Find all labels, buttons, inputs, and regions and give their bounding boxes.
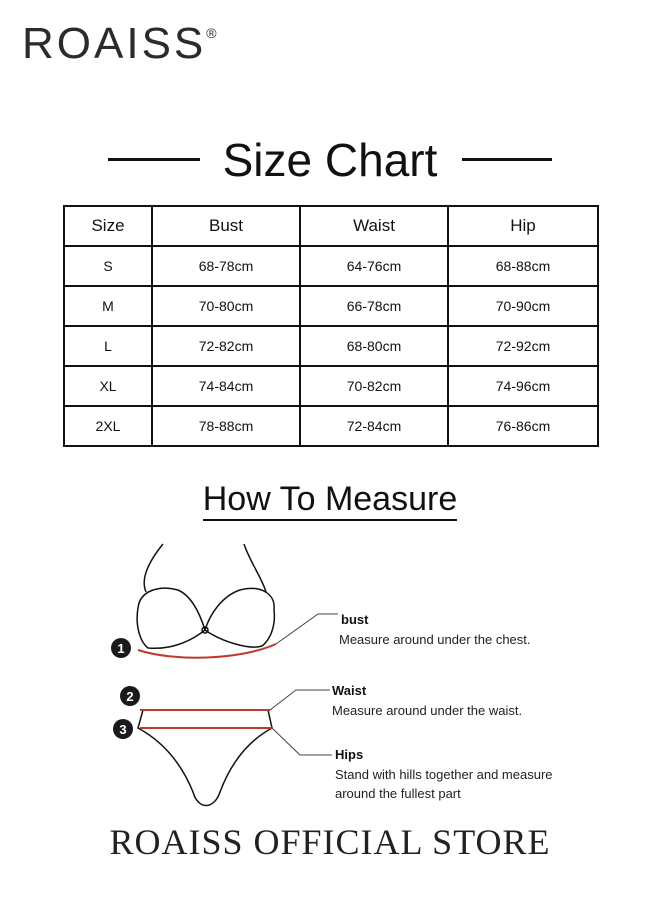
marker-1-label: 1 [117, 641, 125, 656]
cell-waist: 70-82cm [300, 366, 448, 406]
brand-logo [22, 19, 217, 68]
table-row [64, 246, 598, 286]
cell-waist: 66-78cm [300, 286, 448, 326]
table-row [64, 406, 598, 446]
cell-bust: 68-78cm [152, 246, 300, 286]
marker-1 [111, 638, 131, 658]
hips-label: Hips [335, 747, 364, 762]
table-row [64, 366, 598, 406]
waist-description: Measure around under the waist. [332, 703, 523, 718]
marker-3 [113, 719, 133, 739]
cell-size: 2XL [64, 406, 152, 446]
bust-pointer-line [276, 614, 338, 644]
table-row [64, 286, 598, 326]
header-size: Size [64, 206, 152, 246]
cell-size: S [64, 246, 152, 286]
cell-waist: 64-76cm [300, 246, 448, 286]
marker-3-label: 3 [119, 722, 127, 737]
waist-label: Waist [332, 683, 367, 698]
size-chart-heading [0, 130, 660, 190]
cell-hip: 72-92cm [448, 326, 598, 366]
cell-hip: 74-96cm [448, 366, 598, 406]
cell-hip: 76-86cm [448, 406, 598, 446]
title-rule-right [462, 158, 552, 161]
cell-waist: 72-84cm [300, 406, 448, 446]
brand-name: ROAISS [22, 19, 207, 68]
header-hip: Hip [448, 206, 598, 246]
brief-illustration [138, 710, 272, 806]
cell-size: M [64, 286, 152, 326]
cell-hip: 68-88cm [448, 246, 598, 286]
marker-2 [120, 686, 140, 706]
hips-description-line2: around the fullest part [335, 786, 461, 801]
page-title: Size Chart [222, 134, 438, 186]
cell-bust: 74-84cm [152, 366, 300, 406]
cell-bust: 78-88cm [152, 406, 300, 446]
cell-size: L [64, 326, 152, 366]
table-header-row [64, 206, 598, 246]
hips-pointer-line [272, 728, 332, 755]
header-bust: Bust [152, 206, 300, 246]
measure-diagram [0, 530, 660, 820]
cell-hip: 70-90cm [448, 286, 598, 326]
marker-2-label: 2 [126, 689, 134, 704]
bust-measure-line [138, 644, 276, 658]
hips-description-line1: Stand with hills together and measure [335, 767, 553, 782]
cell-size: XL [64, 366, 152, 406]
how-to-measure-heading [0, 478, 660, 520]
size-table [63, 205, 599, 447]
bra-illustration [137, 544, 274, 648]
cell-bust: 70-80cm [152, 286, 300, 326]
bust-label: bust [341, 612, 369, 627]
waist-pointer-line [270, 690, 330, 710]
header-waist: Waist [300, 206, 448, 246]
how-to-measure-text: How To Measure [203, 480, 458, 521]
table-row [64, 326, 598, 366]
cell-waist: 68-80cm [300, 326, 448, 366]
cell-bust: 72-82cm [152, 326, 300, 366]
bust-description: Measure around under the chest. [339, 632, 531, 647]
store-name: ROAISS OFFICIAL STORE [109, 822, 551, 862]
registered-mark: ® [206, 25, 217, 41]
